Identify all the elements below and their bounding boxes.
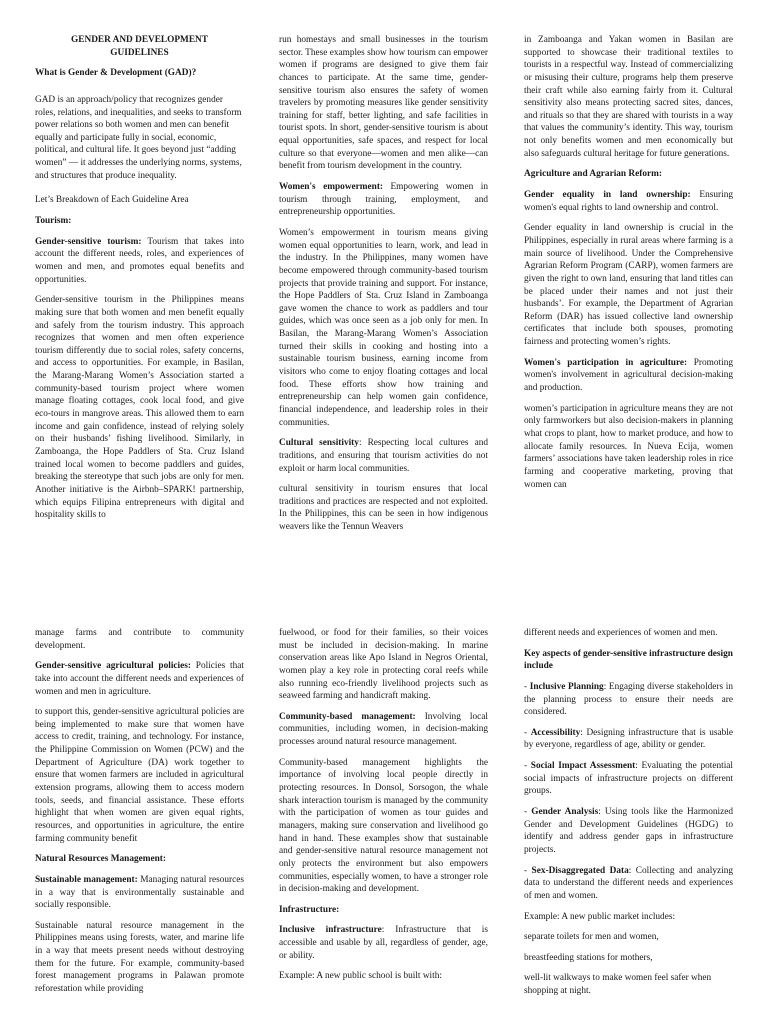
aspect-social-impact: - Social Impact Assessment: Evaluating the potential social impacts of infrastructure projects on different groups. xyxy=(524,761,733,797)
section-heading-tourism: Tourism: xyxy=(35,216,72,227)
agri-policies-def: Gender-sensitive agricultural policies: Policies that take into account the different needs and experiences of women and men in agriculture. xyxy=(35,661,244,697)
cultural-continuation-para: in Zamboanga and Yakan women in Basilan are supported to showcase their traditional textiles to tourists in a respectful way. Instead of commercializing or misusing their culture, programs help them preserve their craft while also earning fairly from it. Cultural sensitivity also means protecting sacred sites, dances, and rituals so that they are shared with tourists in a way that values the community’s identity. This way, tourism not only benefits women and men economically but also safeguards cultural heritage for future generations. xyxy=(524,35,733,159)
womens-empowerment-para: Women’s empowerment in tourism means giving women equal opportunities to learn, work, and lead in the industry. In the Philippines, many women have become empowered through community-based tourism projects that provide training and support. For instance, the Hope Paddlers of Sta. Cruz Island in Zamboanga gave women the chance to work as paddlers and tour guides, which was once seen as a job only for men. In Basilan, the Marang-Marang Women’s Association turned their skills in cooking and hosting into a sustainable tourism business, earning income from visitors who come to enjoy floating cottages and local food. These efforts show how training and entrepreneurship can help women gain confidence, financial independence, and leadership roles in their communities. xyxy=(279,227,488,428)
women-agriculture-def: Women's participation in agriculture: Promoting women's involvement in agricultural decision-making and production. xyxy=(524,357,733,394)
gad-definition: GAD is an approach/policy that recognizes gender roles, relations, and inequalities, and seeks to transform power relations so both women and men can benefit equally and participate fully in social, economic, political, and cultural life. It goes beyond just “adding women” — it addresses the underlying norms, systems, and structures that produce inequality. xyxy=(35,94,242,181)
market-item-breastfeeding: breastfeeding stations for mothers, xyxy=(524,952,653,963)
infrastructure-continuation-para: different needs and experiences of women and men. xyxy=(524,628,718,638)
women-agriculture-para: women’s participation in agriculture means they are not only farmworkers but also decision-makers in planning what crops to plant, how to market produce, and how to allocate family resources. In Nueva Ecija, women farmers’ associations have taken leadership roles in rice farming and cooperative marketing, proving that women can xyxy=(524,403,733,490)
column-2-bottom xyxy=(279,627,488,1024)
womens-empowerment-def: Women's empowerment: Empowering women in tourism through training, employment, and entrepreneurship opportunities. xyxy=(279,182,488,218)
column-1-bottom xyxy=(35,627,244,1024)
cultural-sensitivity-def: Cultural sensitivity: Respecting local cultures and traditions, and ensuring that tourism activities do not exploit or harm local communities. xyxy=(279,438,488,474)
market-item-toilets: separate toilets for men and women, xyxy=(524,932,659,943)
section-heading-infrastructure: Infrastructure: xyxy=(279,904,340,915)
gender-sensitive-tourism-def: Gender-sensitive tourism: Tourism that takes into account the different needs, roles, and experiences of women and men, and promotes equal benefits and opportunities. xyxy=(35,236,244,285)
school-example: Example: A new public school is built with: xyxy=(279,971,442,982)
key-aspects-heading: Key aspects of gender-sensitive infrastructure design include xyxy=(524,648,733,672)
column-1-top xyxy=(35,34,244,556)
aspect-accessibility: - Accessibility: Designing infrastructure that is usable by everyone, regardless of age, ability or gender. xyxy=(524,727,733,751)
inclusive-infrastructure-def: Inclusive infrastructure: Infrastructure that is accessible and usable by all, regardless of gender, age, or ability. xyxy=(279,925,488,961)
market-example: Example: A new public market includes: xyxy=(524,911,676,922)
section-heading-agriculture: Agriculture and Agrarian Reform: xyxy=(524,169,662,180)
land-ownership-para: Gender equality in land ownership is crucial in the Philippines, especially in rural areas where farming is a main source of livelihood. Under the Comprehensive Agrarian Reform Program (CARP), women farmers are given the right to own land, ensuring that land titles can be placed under their names and not just their husbands’. For example, the Department of Agrarian Reform (DAR) has issued collective land ownership certificates that include both spouses, promoting fairness and protecting women’s rights. xyxy=(524,223,733,348)
column-2-top xyxy=(279,34,488,556)
natural-resources-continuation-para: fuelwood, or food for their families, so their voices must be included in decision-making. In marine conservation areas like Apo Island in Negros Oriental, women play a key role in protecting coral reefs while also running eco-friendly livelihood projects such as seaweed farming and handicraft making. xyxy=(279,628,488,702)
sustainable-management-def: Sustainable management: Managing natural resources in a way that is environmentally sustainable and socially responsible. xyxy=(35,874,244,911)
gad-question: What is Gender & Development (GAD)? xyxy=(35,68,197,79)
community-management-para: Community-based management highlights the importance of involving local people directly in protecting resources. In Donsol, Sorsogon, the whale shark interaction tourism is managed by the community with the participation of women as tour guides and managers, making sure conservation and livelihood go hand in hand. These examples show that sustainable and gender-sensitive natural resource management not only protects the environment but also empowers communities, especially women, to have a stronger role in decision-making and development. xyxy=(279,757,488,895)
tourism-continuation-para: run homestays and small businesses in the tourism sector. These examples show how tourism can empower women if programs are designed to give them fair chances to participate. At the same time, gender-sensitive tourism also ensures the safety of women travelers by promoting measures like gender sensitivity training for staff, better lighting, and safe facilities in tourist spots. In short, gender-sensitive tourism is about equal opportunities, safe spaces, and respect for local culture so that everyone—women and men alike—can benefit from tourism development in the country. xyxy=(279,35,488,172)
column-3-bottom xyxy=(524,627,733,1024)
land-ownership-def: Gender equality in land ownership: Ensuring women's equal rights to land ownership and control. xyxy=(524,190,733,213)
document-title: GENDER AND DEVELOPMENT GUIDELINES xyxy=(71,35,208,58)
aspect-inclusive-planning: - Inclusive Planning: Engaging diverse stakeholders in the planning process to ensure their needs are considered. xyxy=(524,681,733,718)
cultural-sensitivity-para: cultural sensitivity in tourism ensures that local traditions and practices are respected and not exploited. In the Philippines, this can be seen in how indigenous weavers like the Tennun Weavers xyxy=(279,484,488,533)
aspect-sex-disaggregated-data: - Sex-Disaggregated Data: Collecting and analyzing data to understand the different needs and experiences of men and women. xyxy=(524,865,733,901)
gender-sensitive-tourism-para: Gender-sensitive tourism in the Philippines means making sure that both women and men benefit equally and safely from the tourism industry. This approach recognizes that women and men often experience tourism differently due to social roles, safety concerns, and access to opportunities. For example, in Basilan, the Marang-Marang Women’s Association started a community-based tourism project where women manage floating cottages, cook local food, and give eco-tours in mangrove areas. This allowed them to earn income and gain confidence, instead of relying solely on their husbands’ fishing livelihood. Similarly, in Zamboanga, the Hope Paddlers of Sta. Cruz Island trained local women to become paddlers and guides, breaking the stereotype that such jobs are only for men. Another initiative is the Airbnb–SPARK! partnership, which equips Filipina entrepreneurs with digital and hospitality skills to xyxy=(35,295,244,521)
market-item-walkways: well-lit walkways to make women feel safer when shopping at night. xyxy=(524,973,712,997)
column-3-top xyxy=(524,34,733,556)
sustainable-management-para: Sustainable natural resource management in the Philippines means using forests, water, and marine life in a way that meets present needs without destroying them for the future. For example, community-based forest management programs in Palawan promote reforestation while providing xyxy=(35,920,244,995)
agri-policies-para: to support this, gender-sensitive agricultural policies are being implemented to make sure that women have access to credit, training, and technology. For instance, the Philippine Commission on Women (PCW) and the Department of Agriculture (DA) work together to ensure that women farmers are included in agricultural extension programs, allowing them to access modern tools, seeds, and financial assistance. These efforts highlight that when women are given equal rights, resources, and opportunities in agriculture, the entire farming community benefit xyxy=(35,707,244,844)
breakdown-intro: Let’s Breakdown of Each Guideline Area xyxy=(35,195,189,206)
aspect-gender-analysis: - Gender Analysis: Using tools like the Harmonized Gender and Development Guidelines (HGDG) to identify and address gender gaps in infrastructure projects. xyxy=(524,807,733,855)
section-heading-natural-resources: Natural Resources Management: xyxy=(35,854,166,865)
community-management-def: Community-based management: Involving local communities, including women, in decision-making processes around natural resource management. xyxy=(279,711,488,748)
agriculture-continuation-para: manage farms and contribute to community development. xyxy=(35,628,244,651)
